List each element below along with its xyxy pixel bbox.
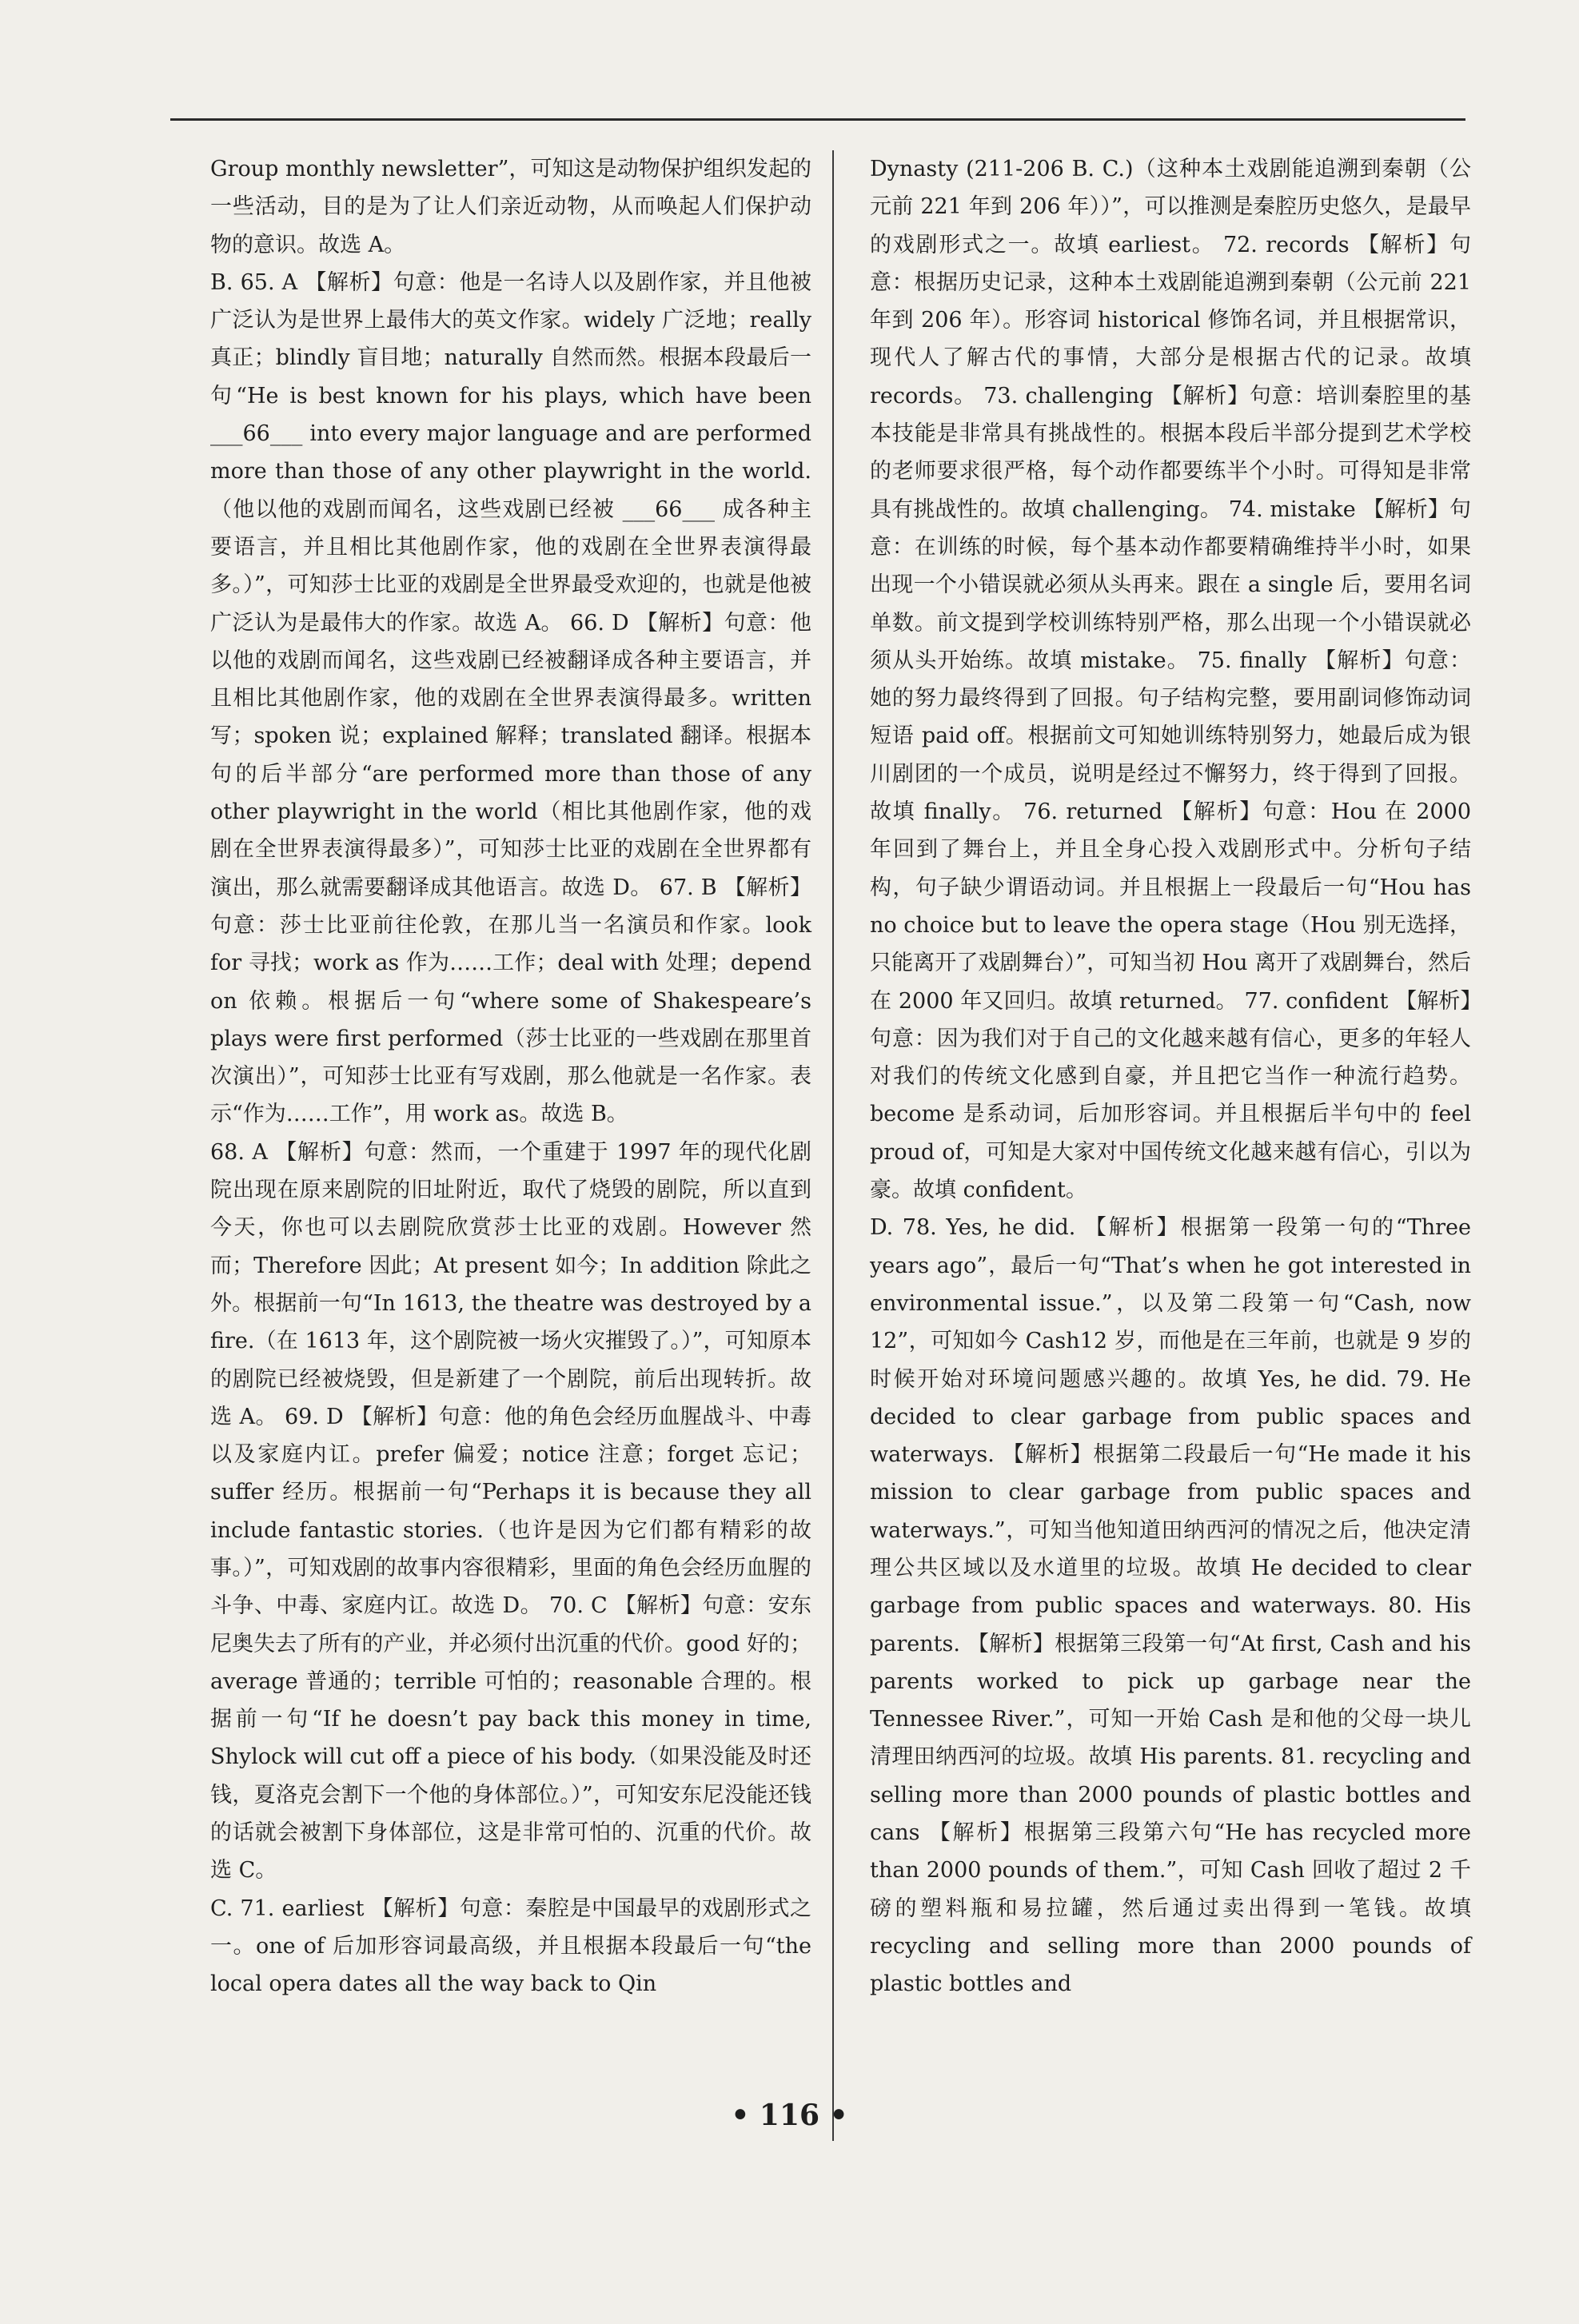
header-rule — [170, 118, 1465, 121]
paragraph: 68. A 【解析】句意：然而，一个重建于 1997 年的现代化剧院出现在原来剧院的旧址附近，取代了烧毁的剧院，所以直到今天，你也可以去剧院欣赏莎士比亚的戏剧。However 然而；Therefore 因此；At present 如今；In addition 除此之外。根据前一句“In 1613, the theatre was destroyed by a fire.（在 1613 年，这个剧院被一场火灾摧毁了。）”，可知原本的剧院已经被烧毁，但是新建了一个剧院，前后出现转折。故选 A。 69. D 【解析】句意：他的角色会经历血腥战斗、中毒以及家庭内讧。prefer 偏爱；notice 注意；forget 忘记；suffer 经历。根据前一句“Perhaps it is because they all include fantastic stories.（也许是因为它们都有精彩的故事。）”，可知戏剧的故事内容很精彩，里面的角色会经历血腥的斗争、中毒、家庭内讧。故选 D。 70. C 【解析】句意：安东尼奥失去了所有的产业，并必须付出沉重的代价。good 好的；average 普通的；terrible 可怕的；reasonable 合理的。根据前一句“If he doesn’t pay back this money in time, Shylock will cut off a piece of his body.（如果没能及时还钱，夏洛克会割下一个他的身体部位。）”，可知安东尼没能还钱的话就会被割下身体部位，这是非常可怕的、沉重的代价。故选 C。 — [210, 1139, 811, 1884]
left-column — [210, 150, 811, 2003]
column-divider — [832, 150, 834, 2141]
paragraph: Group monthly newsletter”，可知这是动物保护组织发起的一些活动，目的是为了让人们亲近动物，从而唤起人们保护动物的意识。故选 A。 — [210, 157, 811, 257]
paragraph: C. 71. earliest 【解析】句意：秦腔是中国最早的戏剧形式之一。one of 后加形容词最高级，并且根据本段最后一句“the local opera dates all the way back to Qin — [210, 1895, 811, 1997]
paragraph: Dynasty (211-206 B. C.)（这种本土戏剧能追溯到秦朝（公元前 221 年到 206 年））”，可以推测是秦腔历史悠久，是最早的戏剧形式之一。故填 earliest。 72. records 【解析】句意：根据历史记录，这种本土戏剧能追溯到秦朝（公元前 221 年到 206 年）。形容词 historical 修饰名词，并且根据常识，现代人了解古代的事情，大部分是根据古代的记录。故填 records。 73. challenging 【解析】句意：培训秦腔里的基本技能是非常具有挑战性的。根据本段后半部分提到艺术学校的老师要求很严格，每个动作都要练半个小时。可得知是非常具有挑战性的。故填 challenging。 74. mistake 【解析】句意：在训练的时候，每个基本动作都要精确维持半小时，如果出现一个小错误就必须从头再来。跟在 a single 后，要用名词单数。前文提到学校训练特别严格，那么出现一个小错误就必须从头开始练。故填 mistake。 75. finally 【解析】句意：她的努力最终得到了回报。句子结构完整，要用副词修饰动词短语 paid off。根据前文可知她训练特别努力，她最后成为银川剧团的一个成员，说明是经过不懈努力，终于得到了回报。故填 finally。 76. returned 【解析】句意：Hou 在 2000 年回到了舞台上，并且全身心投入戏剧形式中。分析句子结构，句子缺少谓语动词。并且根据上一段最后一句“Hou has no choice but to leave the opera stage（Hou 别无选择，只能离开了戏剧舞台）”，可知当初 Hou 离开了戏剧舞台，然后在 2000 年又回归。故填 returned。 77. confident 【解析】句意：因为我们对于自己的文化越来越有信心，更多的年轻人对我们的传统文化感到自豪，并且把它当作一种流行趋势。become 是系动词，后加形容词。并且根据后半句中的 feel proud of，可知是大家对中国传统文化越来越有信心，引以为豪。故填 confident。 — [870, 157, 1471, 1203]
paragraph: B. 65. A 【解析】句意：他是一名诗人以及剧作家，并且他被广泛认为是世界上最伟大的英文作家。widely 广泛地；really 真正；blindly 盲目地；naturally 自然而然。根据本段最后一句“He is best known for his plays, which have been ___66___ into every major language and are performed more than those of any other playwright in the world.（他以他的戏剧而闻名，这些戏剧已经被 ___66___ 成各种主要语言，并且相比其他剧作家，他的戏剧在全世界表演得最多。）”，可知莎士比亚的戏剧是全世界最受欢迎的，也就是他被广泛认为是最伟大的作家。故选 A。 66. D 【解析】句意：他以他的戏剧而闻名，这些戏剧已经被翻译成各种主要语言，并且相比其他剧作家，他的戏剧在全世界表演得最多。written 写；spoken 说；explained 解释；translated 翻译。根据本句的后半部分“are performed more than those of any other playwright in the world（相比其他剧作家，他的戏剧在全世界表演得最多）”，可知莎士比亚的戏剧在全世界都有演出，那么就需要翻译成其他语言。故选 D。 67. B 【解析】句意：莎士比亚前往伦敦，在那儿当一名演员和作家。look for 寻找；work as 作为……工作；deal with 处理；depend on 依赖。根据后一句“where some of Shakespeare’s plays were first performed（莎士比亚的一些戏剧在那里首次演出）”，可知莎士比亚有写戏剧，那么他就是一名作家。表示“作为……工作”，用 work as。故选 B。 — [210, 269, 811, 1127]
page-number: • 116 • — [731, 2099, 848, 2132]
right-column — [870, 150, 1471, 2003]
paragraph: D. 78. Yes, he did. 【解析】根据第一段第一句的“Three years ago”，最后一句“That’s when he got interested in environmental issue.”，以及第二段第一句“Cash, now 12”，可知如今 Cash12 岁，而他是在三年前，也就是 9 岁的时候开始对环境问题感兴趣的。故填 Yes, he did. 79. He decided to clear garbage from public spaces and waterways. 【解析】根据第二段最后一句“He made it his mission to clear garbage from public spaces and waterways.”，可知当他知道田纳西河的情况之后，他决定清理公共区域以及水道里的垃圾。故填 He decided to clear garbage from public spaces and waterways. 80. His parents. 【解析】根据第三段第一句“At first, Cash and his parents worked to pick up garbage near the Tennessee River.”，可知一开始 Cash 是和他的父母一块儿清理田纳西河的垃圾。故填 His parents. 81. recycling and selling more than 2000 pounds of plastic bottles and cans 【解析】根据第三段第六句“He has recycled more than 2000 pounds of them.”，可知 Cash 回收了超过 2 千磅的塑料瓶和易拉罐，然后通过卖出得到一笔钱。故填 recycling and selling more than 2000 pounds of plastic bottles and — [870, 1215, 1471, 1997]
